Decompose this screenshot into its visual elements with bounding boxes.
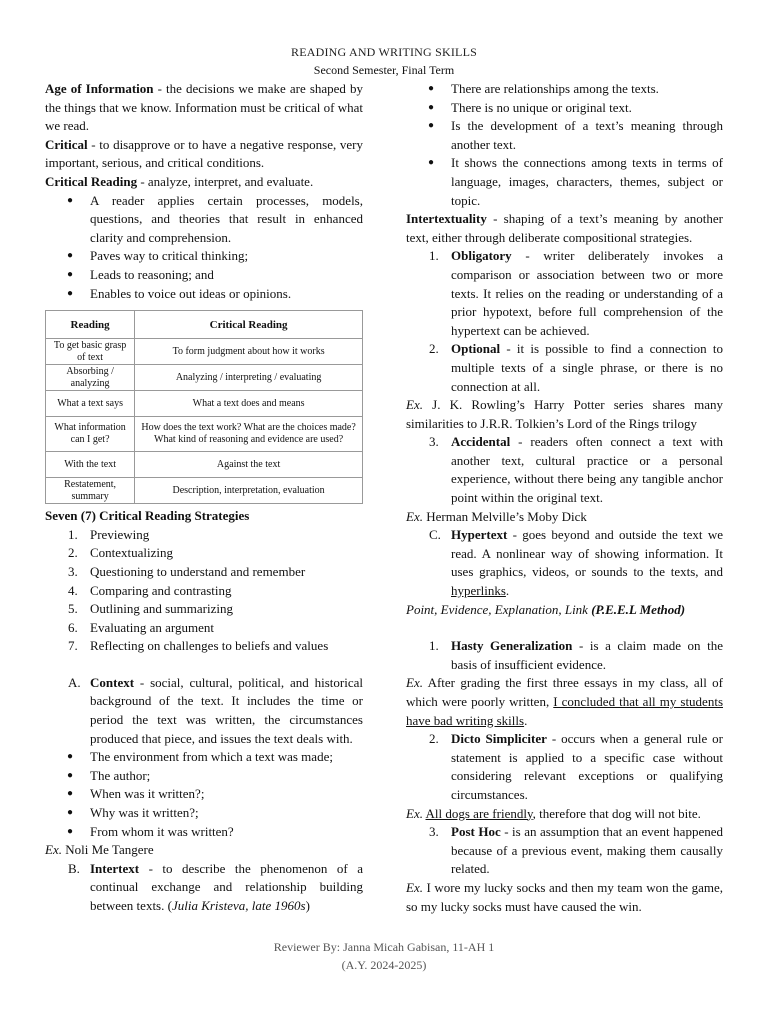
table-cell: Description, interpretation, evaluation: [135, 478, 363, 504]
right-column: [406, 80, 723, 916]
table-row: [46, 365, 363, 391]
strategies-heading: Seven (7) Critical Reading Strategies: [45, 508, 250, 524]
list-item: ● Paves way to critical thinking;: [45, 247, 363, 266]
list-item: 7. Reflecting on challenges to beliefs and values: [68, 638, 329, 654]
list-item: 5. Outlining and summarizing: [68, 601, 233, 617]
list-item: ● There is no unique or original text.: [406, 99, 723, 118]
post-hoc-example: Ex. I wore my lucky socks and then my team won the game, so my lucky socks must have caused the win.: [406, 879, 723, 914]
reading-comparison-table: [45, 310, 363, 504]
obligatory-item: 1. Obligatory - writer deliberately invokes a comparison or association between two or more texts. It relies on the reading or understanding of a prior hypotext, before full comprehension of the hypertext can be achieved.: [429, 248, 723, 338]
optional-example: Ex. J. K. Rowling’s Harry Potter series shares many similarities to J.R.R. Tolkien’s Lord of the Rings trilogy: [406, 397, 723, 431]
intertextuality-def: Intertextuality - shaping of a text’s meaning by another text, either through deliberate compositional strategies.: [406, 211, 723, 245]
footer-academic-year: (A.Y. 2024-2025): [341, 958, 427, 972]
accidental-example: Ex. Herman Melville’s Moby Dick: [406, 508, 587, 524]
context-example: Ex. Noli Me Tangere: [45, 842, 154, 858]
critical-reading-def: Critical Reading - analyze, interpret, and evaluate.: [45, 173, 314, 189]
list-item: 3. Questioning to understand and remember: [68, 563, 306, 579]
list-item: ● From whom it was written?: [45, 823, 363, 842]
document-subtitle: Second Semester, Final Term: [313, 63, 455, 77]
strategies-list: [45, 526, 363, 656]
table-header: Critical Reading: [135, 311, 363, 339]
table-cell: What information can I get?: [46, 417, 135, 452]
accidental-item: 3. Accidental - readers often connect a text with another text, cultural practice or a personal experience, without there being any tangible anchor point within the original text.: [429, 434, 723, 506]
list-item: 1. Previewing: [68, 526, 150, 542]
list-item: ● It shows the connections among texts in terms of language, images, characters, themes, subject or topic.: [406, 154, 723, 210]
hasty-generalization-item: 1. Hasty Generalization - is a claim made on the basis of insufficient evidence.: [429, 638, 723, 672]
hyperlinks-text: hyperlinks: [451, 583, 506, 599]
list-item: ● Why was it written?;: [45, 804, 363, 823]
table-row: [46, 339, 363, 365]
table-cell: With the text: [46, 452, 135, 478]
optional-item: 2. Optional - it is possible to find a connection to multiple texts of a single phrase, or there is no connection at all.: [429, 341, 723, 394]
table-header: Reading: [46, 311, 135, 339]
list-item: 6. Evaluating an argument: [68, 619, 214, 635]
document-title: READING AND WRITING SKILLS: [291, 45, 477, 59]
list-item: ● The environment from which a text was made;: [45, 748, 363, 767]
table-row: [46, 417, 363, 452]
list-item: ● The author;: [45, 767, 363, 786]
table-cell: How does the text work? What are the choices made? What kind of reasoning and evidence are used?: [135, 417, 363, 452]
table-cell: Absorbing / analyzing: [46, 365, 135, 391]
list-item: 4. Comparing and contrasting: [68, 582, 232, 598]
dicto-simpliciter-item: 2. Dicto Simpliciter - occurs when a general rule or statement is applied to a specific case without considering relevant exceptions or qualifying circumstances.: [429, 731, 723, 802]
intertext-def: B. Intertext - to describe the phenomenon of a continual exchange and relationship building between texts. (Julia Kristeva, late 1960s): [68, 860, 363, 913]
table-cell: To get basic grasp of text: [46, 339, 135, 365]
table-row: [46, 478, 363, 504]
footer-reviewer: Reviewer By: Janna Micah Gabisan, 11-AH 1: [273, 940, 495, 954]
table-cell: What a text says: [46, 391, 135, 417]
post-hoc-item: 3. Post Hoc - is an assumption that an event happened because of a previous event, making them causally related.: [429, 824, 723, 877]
context-bullets: [45, 748, 363, 841]
age-of-information-def: Age of Information - the decisions we make are shaped by the things that we know. Information must be critical of what we read.: [45, 81, 363, 134]
table-cell: Against the text: [135, 452, 363, 478]
list-item: ● Enables to voice out ideas or opinions.: [45, 285, 363, 304]
list-item: ● A reader applies certain processes, models, questions, and theories that result in enhanced clarity and comprehension.: [45, 192, 363, 248]
left-column: [45, 80, 363, 916]
intertext-bullets: [406, 80, 723, 210]
table-cell: Analyzing / interpreting / evaluating: [135, 365, 363, 391]
table-row: [46, 391, 363, 417]
list-item: 2. Contextualizing: [68, 545, 174, 561]
list-item: ● There are relationships among the texts.: [406, 80, 723, 99]
peel-method: Point, Evidence, Explanation, Link (P.E.E.L Method): [406, 601, 686, 617]
table-header-row: [46, 311, 363, 339]
list-item: ● Leads to reasoning; and: [45, 266, 363, 285]
table-cell: What a text does and means: [135, 391, 363, 417]
dicto-example: Ex. All dogs are friendly, therefore that dog will not bite.: [406, 805, 701, 821]
list-item: ● Is the development of a text’s meaning through another text.: [406, 117, 723, 154]
hypertext-item: C. Hypertext - goes beyond and outside the text we read. A nonlinear way of showing information. It uses graphics, videos, or sounds to the texts, and hyperlinks.: [429, 527, 723, 599]
hasty-example: Ex. After grading the first three essays in my class, all of which were poorly written, I concluded that all my students have bad writing skills.: [406, 675, 723, 728]
table-row: [46, 452, 363, 478]
critical-def: Critical - to disapprove or to have a negative response, very important, serious, and critical conditions.: [45, 136, 363, 171]
context-def: A. Context - social, cultural, political, and historical background of the text. It includes the time or period the text was written, the circumstances produced that piece, and issues the text deals with.: [68, 674, 363, 746]
table-cell: To form judgment about how it works: [135, 339, 363, 365]
list-item: ● When was it written?;: [45, 785, 363, 804]
critical-reading-bullets: [45, 192, 363, 304]
table-cell: Restatement, summary: [46, 478, 135, 504]
